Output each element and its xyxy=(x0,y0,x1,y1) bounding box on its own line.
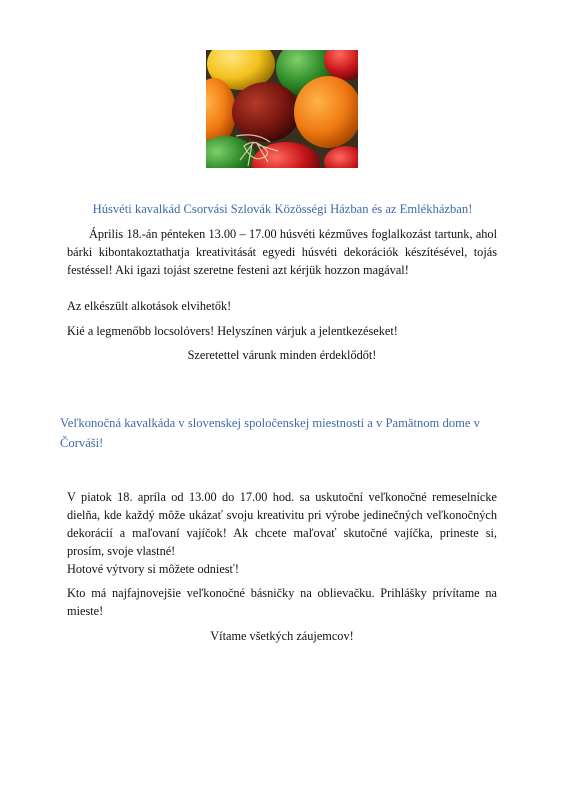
hungarian-heading: Húsvéti kavalkád Csorvási Szlovák Közösségi Házban és az Emlékházban! xyxy=(92,202,473,216)
slovak-paragraph-poem: Kto má najfajnovejšie veľkonočné básničky na oblievačku. Prihlášky prívítame na mieste! xyxy=(67,586,497,618)
slovak-paragraph-takeaway: Hotové výtvory si môžete odniesť! xyxy=(67,562,239,576)
slovak-paragraph-welcome: Vítame všetkých záujemcov! xyxy=(210,629,354,643)
hungarian-paragraph-intro: Április 18.-án pénteken 13.00 – 17.00 húsvéti kézműves foglalkozást tartunk, ahol bárki kibontakoztathatja kreativitását egyedi húsvéti dekorációk készítésével, tojás festéssel! Aki igazi tojást szeretne festeni azt kérjük hozzon magával! xyxy=(67,227,497,277)
hungarian-paragraph-takeaway: Az elkészült alkotások elvihetők! xyxy=(67,299,232,313)
slovak-paragraph-intro: V piatok 18. apríla od 13.00 do 17.00 hod. sa uskutoční veľkonočné remeselnícke dielňa, kde každý môže ukázať svoju kreativitu pri výrobe jedinečných veľkonočných dekorácií a maľovaní vajíčok! Ak chcete maľovať skutočné vajíčka, prineste si, prosím, svoje vlastné! xyxy=(67,490,497,558)
hungarian-paragraph-poem: Kié a legmenőbb locsolóvers! Helyszínen várjuk a jelentkezéseket! xyxy=(67,324,398,338)
painted-eggs-icon xyxy=(206,50,358,168)
slovak-heading: Veľkonočná kavalkáda v slovenskej spoločenskej miestnosti a v Pamätnom dome v Čorváši! xyxy=(60,416,480,450)
hungarian-paragraph-welcome: Szeretettel várunk minden érdeklődőt! xyxy=(187,348,377,362)
easter-eggs-photo xyxy=(206,50,358,168)
